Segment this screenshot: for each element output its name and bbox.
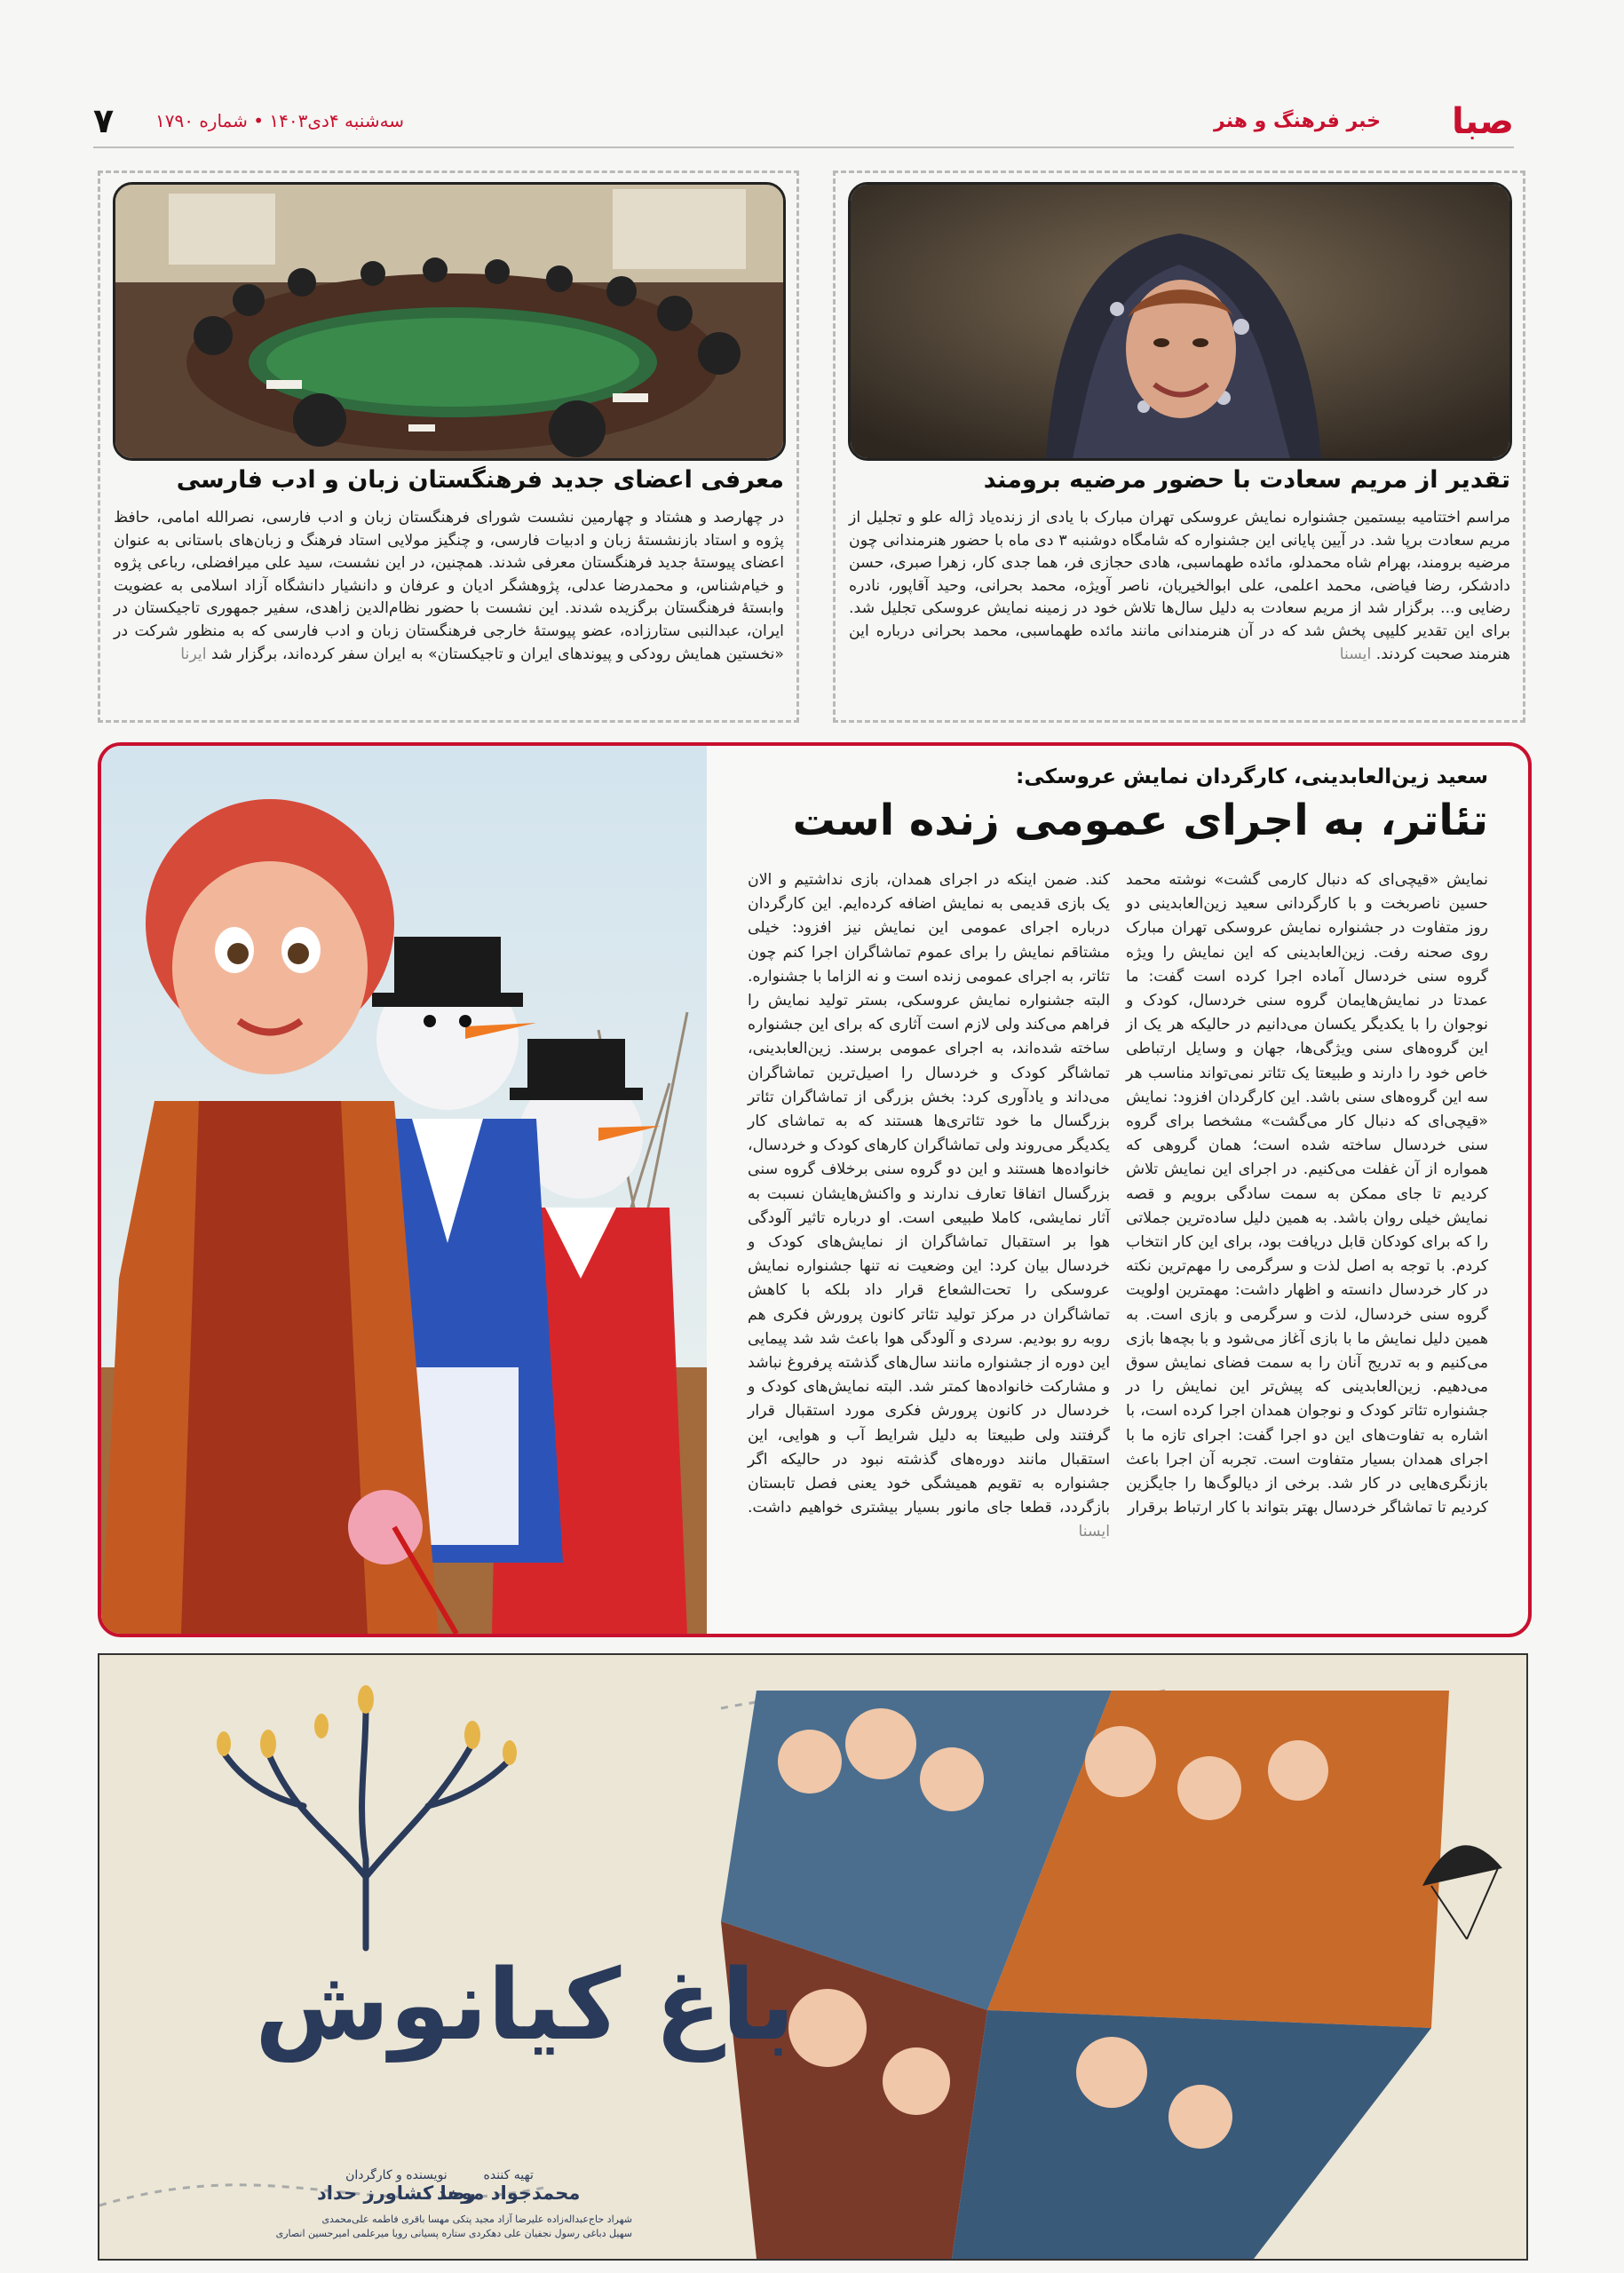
issue-info: سه‌شنبه ۴دی۱۴۰۳ • شماره ۱۷۹۰: [155, 110, 405, 131]
story-body: [114, 507, 784, 666]
producer-role: تهیه کننده: [483, 2168, 534, 2182]
article-kicker: سعید زین‌العابدینی، کارگردان نمایش عروسکی:: [1016, 765, 1488, 788]
article-column-left-text: کند. ضمن اینکه در اجرای همدان، بازی نداشتیم و الان یک بازی قدیمی به نمایش اضافه کرده‌ایم. این کارگردان درباره اجرای عمومی این نمایش نیز افزود: خیلی مشتاقم نمایش را برای عموم تماشاگران اجرا کنم چون تئاتر، به اجرای عمومی زنده است و نه الزاما با جشنواره. البته جشنواره نمایش عروسکی، بستر تولید نمایش را فراهم می‌کند ولی لازم است آثاری که برای این جشنواره ساخته شده‌اند، به اجرای عمومی برسند. زین‌العابدینی، تماشاگر کودک و خردسال را اصیل‌ترین تماشاگران می‌داند و یادآوری کرد: بخش بزرگی از تماشاگران تئاتر بزرگسال ما خود تئاتری‌ها هستند که به تماشای کار یکدیگر می‌روند ولی تماشاگران کارهای کودک و خردسال، خانواده‌ها هستند و این دو گروه سنی برخلاف گروه سنی بزرگسال اتفاقا تعارف ندارند و واکنش‌هایشان نسبت به آثار نمایشی، کاملا طبیعی است. او درباره تاثیر آلودگی هوا بر استقبال تماشاگران از نمایش‌های کودک و خردسال بیان کرد: این وضعیت نه تنها جشنواره نمایش عروسکی را تحت‌الشعاع قرار داد بلکه با کاهش تماشاگران در مرکز تولید تئاتر کانون پرورش فکری هم روبه رو بودیم. سردی و آلودگی هوا باعث شد شد پیمایی این دوره از جشنواره مانند سال‌های گذشته پرفروغ نباشد و مشارکت خانواده‌ها کمتر شد. البته نمایش‌های کودک و خردسال در کانون پرورش فکری مورد استقبال قرار گرفتند ولی طبیعتا به دلیل شرایط آب و هوایی، این استقبال مانند دوره‌های گذشته نبود در حالیکه اگر جشنواره به تقویم همیشگی خود یعنی فصل تابستان بازگردد، قطعا جای مانور بسیار بیشتری خواهیم داشت.: [748, 871, 1110, 1517]
story-text: مراسم اختتامیه بیستمین جشنواره نمایش عروسکی تهران مبارک با یادی از زنده‌یاد ژاله علو و تجلیل از مریم سعادت برپا شد. در آیین پایانی این جشنواره که شامگاه دوشنبه ۳ دی ماه با حضور هنرمندانی چون مرضیه برومند، بهرام شاه محمدلو، مائده طهماسبی، هادی حجازی فر، هما جدی کار، زهرا صبری، حسن دادشکر، رضا فیاضی، محمد اعلمی، علی ابوالخیریان، ناصر آویژه، محمد بحرانی، وحید آقاپور، نادره رضایی و... برگزار شد از مریم سعادت به دلیل سال‌ها تلاش خود در زمینه نمایش عروسکی تجلیل شد. برای این تقدیر کلیپی پخش شد که در آن هنرمندانی مانند مائده طهماسبی، محمد بحرانی درباره این هنرمند صحبت کردند.: [849, 509, 1511, 663]
news-box-left: [98, 170, 799, 723]
story-source: ایرنا: [180, 645, 207, 663]
film-poster-banner: [98, 1653, 1528, 2261]
story-title: معرفی اعضای جدید فرهنگستان زبان و ادب فارسی: [176, 466, 784, 494]
page-number: ۷: [93, 101, 115, 140]
portrait-image: [851, 185, 1509, 458]
news-box-right: [833, 170, 1525, 723]
story-text: در چهارصد و هشتاد و چهارمین نشست شورای فرهنگستان زبان و ادب فارسی، نصرالله امامی، حافظ پژوه و استاد بازنشستهٔ زبان و ادبیات فارسی، و چنگیز مولایی استاد فرهنگ و زبان‌های باستانی به عنوان اعضای پیوستهٔ جدید فرهنگستان معرفی شدند. همچنین، در این نشست، سید علی میرافضلی، رباعی پژوه و خیام‌شناس، و محمدرضا عدلی، پژوهشگر ادیان و عرفان و دانشیار دانشگاه آزاد اسلامی به عضویت وابستهٔ فرهنگستان برگزیده شدند. این نشست با حضور نظام‌الدین زاهدی، سفیر جمهوری تاجیکستان در ایران، عبدالنبی ستارزاده، عضو پیوستهٔ خارجی فرهنگستان زبان و ادب فارسی که به منظور شرکت در «نخستین همایش رودکی و پیوندهای ایران و تاجیکستان» به ایران سفر کرده‌اند، برگزار شد: [114, 509, 784, 663]
article-column-right: نمایش «قیچی‌ای که دنبال کارمی گشت» نوشته محمد حسین ناصربخت و با کارگردانی سعید زین‌العابدینی دو روز متفاوت در جشنواره نمایش عروسکی تهران مبارک روی صحنه رفت. زین‌العابدینی که این نمایش را ویژه گروه سنی خردسال آماده اجرا کرده است گفت: ما عمدتا در نمایش‌هایمان گروه سنی خردسال، کودک و نوجوان را با یکدیگر یکسان می‌دانیم در حالیکه هر یک از این گروه‌های سنی ویژگی‌ها، جهان و وسایل ارتباطی خاص خود را دارند و طبیعتا یک تئاتر نمی‌تواند مناسب هر سه این گروه‌های سنی باشد. این کارگردان افزود: نمایش «قیچی‌ای که دنبال کار می‌گشت» مشخصا برای گروه سنی خردسال ساخته شده است؛ همان گروهی که همواره از آن غفلت می‌کنیم. در اجرای این نمایش تلاش کردیم تا جای ممکن به سمت سادگی برویم و قصه نمایش خیلی روان باشد. به همین دلیل ساده‌ترین جملاتی را که برای کودکان قابل دریافت بود، برای این کار انتخاب کردم. با توجه به اصل لذت و سرگرمی را مهم‌ترین نکته در کار خردسال دانسته و اظهار داشت: مهمترین اولویت گروه سنی خردسال، لذت و سرگرمی و بازی است. به همین دلیل نمایش ما با بازی آغاز می‌شود و با بچه‌ها بازی می‌کنیم و به تدریج آنان را به سمت فضای نمایش سوق می‌دهیم. زین‌العابدینی که پیش‌تر این نمایش را در جشنواره تئاتر کودک و نوجوان همدان اجرا کرده است، با اشاره به تفاوت‌های این دو اجرا گفت: اجرای تازه ما با اجرای همدان بسیار متفاوت است. تجربه آن اجرا باعث بازنگری‌هایی در کار شد. برخی از دیالوگ‌ها را جایگزین کردیم تا تماشاگر خردسال بهتر بتواند با کار ارتباط برقرار: [1126, 871, 1488, 1517]
director-credit: [317, 2168, 476, 2204]
puppets-photo: [101, 746, 707, 1634]
film-title: باغ کیانوش: [255, 1948, 796, 2062]
story-source: ایسنا: [1339, 645, 1372, 663]
story-body: [849, 507, 1510, 666]
page-header: [93, 89, 1514, 148]
director-role: نویسنده و کارگردان: [345, 2168, 448, 2182]
section-title: خبر فرهنگ و هنر: [1214, 110, 1381, 132]
director-name: رضا کشاورز حداد: [317, 2182, 476, 2204]
article-column-left: [748, 868, 1110, 1545]
article-source: ایسنا: [1078, 1523, 1110, 1541]
newspaper-logo: صبا: [1452, 101, 1514, 142]
meeting-photo: [113, 182, 786, 461]
article-headline: تئاتر، به اجرای عمومی زنده است: [792, 796, 1488, 845]
puppets-image: [101, 746, 707, 1634]
cast-line: شهراد حاج‌عبداله‌زاده علیرضا آزاد مجید پتکی مهسا باقری فاطمه علی‌محمدی: [321, 2214, 632, 2225]
portrait-photo: [848, 182, 1512, 461]
feature-article: [98, 742, 1532, 1637]
story-title: تقدیر از مریم سعادت با حضور مرضیه برومند: [983, 466, 1510, 494]
meeting-image: [115, 185, 783, 458]
cast-credits: [135, 2213, 632, 2241]
cast-line: سهیل دباغی رسول نجفیان علی دهکردی ستاره پسیانی رویا میرعلمی امیرحسین انصاری: [275, 2228, 632, 2239]
producer-name: محمدجواد موحد: [437, 2182, 581, 2204]
